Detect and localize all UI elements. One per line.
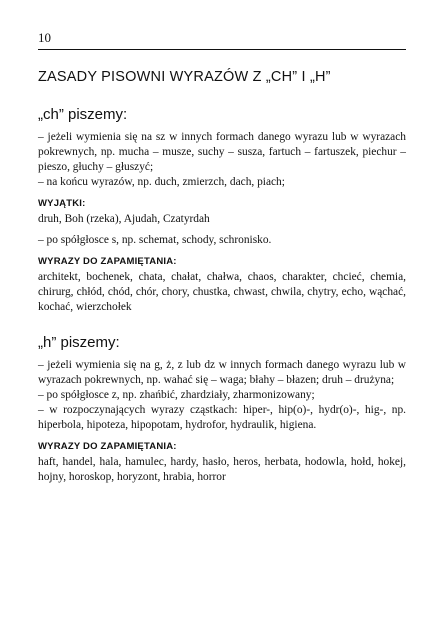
page-title: ZASADY PISOWNI WYRAZÓW Z „CH” I „H” bbox=[38, 69, 331, 85]
header-rule bbox=[38, 49, 406, 50]
ch-section bbox=[38, 107, 406, 315]
h-memorize-label: WYRAZY DO ZAPAMIĘTANIA: bbox=[38, 441, 177, 452]
h-rule-1: – jeżeli wymienia się na g, ż, z lub dz w innych formach danego wyrazu lub w wyrazach pokrewnych, np. wahać się – waga; błahy – błazen; druh – drużyna; bbox=[38, 359, 406, 386]
page-content bbox=[38, 70, 406, 485]
h-heading: „h” piszemy: bbox=[38, 334, 120, 351]
h-memorize-words: haft, handel, hala, hamulec, hardy, hasło, heros, herbata, hodowla, hołd, hokej, hojny, horoskop, horyzont, hrabia, horror bbox=[38, 456, 406, 483]
h-section bbox=[38, 335, 406, 485]
page-number: 10 bbox=[38, 30, 51, 45]
h-rule-2: – po spółgłosce z, np. zhańbić, zhardziały, zharmonizowany; bbox=[38, 389, 315, 401]
ch-memorize-words: architekt, bochenek, chata, chałat, chałwa, chaos, charakter, chcieć, chemia, chirurg, chłód, chód, chór, chory, chustka, chwast, chwila, chytry, echo, wąchać, kochać, wierzchołek bbox=[38, 271, 406, 313]
ch-rule-2: – na końcu wyrazów, np. duch, zmierzch, dach, piach; bbox=[38, 176, 285, 188]
ch-exceptions-label: WYJĄTKI: bbox=[38, 198, 86, 209]
ch-exceptions: druh, Boh (rzeka), Ajudah, Czatyrdah bbox=[38, 213, 210, 225]
ch-heading: „ch” piszemy: bbox=[38, 106, 128, 123]
ch-rule-3: – po spółgłosce s, np. schemat, schody, schronisko. bbox=[38, 234, 272, 246]
ch-memorize-label: WYRAZY DO ZAPAMIĘTANIA: bbox=[38, 256, 177, 267]
ch-rule-1: – jeżeli wymienia się na sz w innych formach danego wyrazu lub w wyrazach pokrewnych, np. mucha – musze, suchy – susza, fartuch – fartuszek, piechur – pieszo, głuchy – głuszyć; bbox=[38, 131, 406, 173]
h-rule-3: – w rozpoczynających wyrazy cząstkach: hiper-, hip(o)-, hydr(o)-, hig-, np. hiperbola, hipoteza, hipopotam, hydrofor, hydraulik, higiena. bbox=[38, 404, 406, 431]
